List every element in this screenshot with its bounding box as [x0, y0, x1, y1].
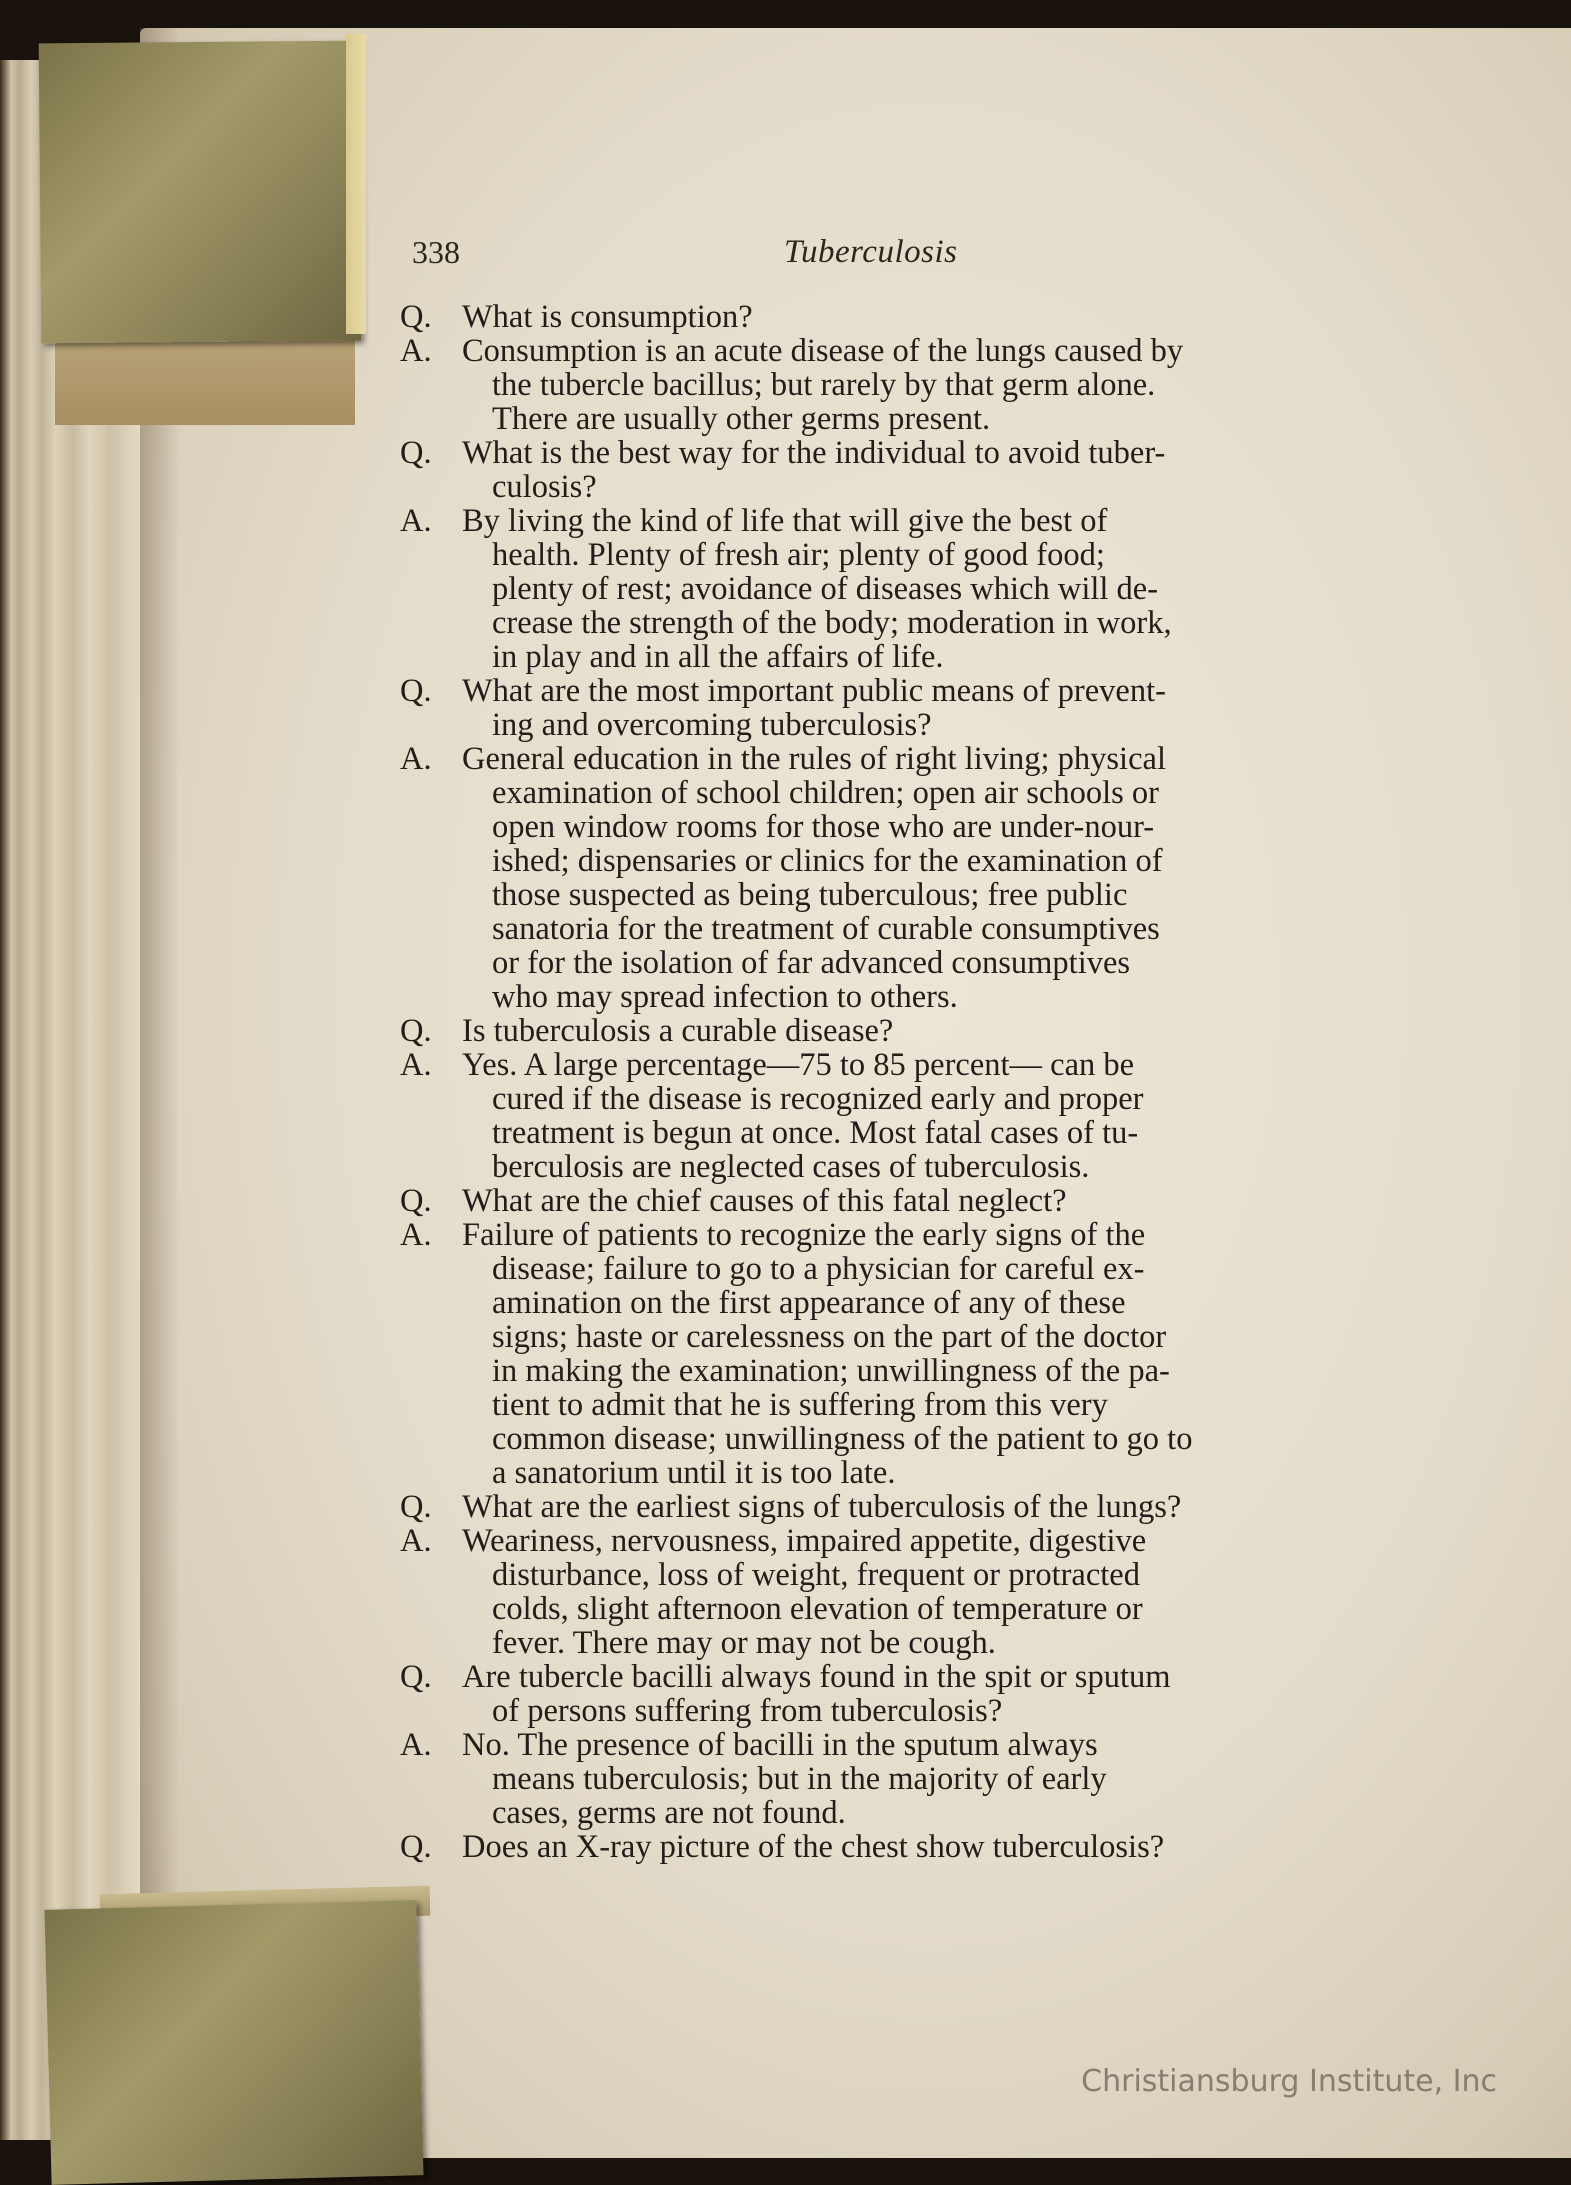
text-line: cured if the disease is recognized early and proper [492, 1081, 1144, 1117]
question-item [400, 1830, 1372, 1864]
text-line: open window rooms for those who are under-nour- [492, 809, 1155, 845]
text-line: disturbance, loss of weight, frequent or protracted [492, 1557, 1140, 1593]
text-line: Weariness, nervousness, impaired appetite, digestive [462, 1523, 1147, 1559]
text-line: health. Plenty of fresh air; plenty of good food; [492, 537, 1105, 573]
qa-text [462, 1728, 1372, 1830]
text-line: What are the earliest signs of tuberculosis of the lungs? [462, 1489, 1182, 1525]
answer-item [400, 742, 1372, 1014]
running-title: Tuberculosis [784, 234, 958, 270]
text-line: who may spread infection to others. [492, 979, 958, 1015]
qa-text [462, 674, 1372, 742]
qa-mark: Q. [400, 435, 432, 471]
text-line: What are the chief causes of this fatal neglect? [462, 1183, 1067, 1219]
qa-mark: A. [400, 1217, 432, 1253]
text-line: signs; haste or carelessness on the part of the doctor [492, 1319, 1167, 1355]
bookmark-tab-top-edge [55, 330, 355, 425]
page-header [412, 228, 1372, 278]
qa-mark: Q. [400, 673, 432, 709]
bookmark-tab-bottom [44, 1900, 423, 2185]
text-line: common disease; unwillingness of the patient to go to [492, 1421, 1193, 1457]
qa-text [462, 1660, 1372, 1728]
text-line: There are usually other germs present. [492, 401, 991, 437]
qa-text [462, 1524, 1372, 1660]
question-item [400, 1014, 1372, 1048]
answer-item [400, 1218, 1372, 1490]
answer-item [400, 1524, 1372, 1660]
qa-mark: Q. [400, 1183, 432, 1219]
text-line: No. The presence of bacilli in the sputum always [462, 1727, 1098, 1763]
text-line: Failure of patients to recognize the early signs of the [462, 1217, 1146, 1253]
text-line: disease; failure to go to a physician for careful ex- [492, 1251, 1145, 1287]
text-line: or for the isolation of far advanced consumptives [492, 945, 1131, 981]
bookmark-tab-top [39, 41, 362, 344]
qa-mark: A. [400, 1523, 432, 1559]
qa-text [462, 1048, 1372, 1184]
answer-item [400, 504, 1372, 674]
text-line: ished; dispensaries or clinics for the examination of [492, 843, 1163, 879]
text-line: of persons suffering from tuberculosis? [492, 1693, 1003, 1729]
question-item [400, 674, 1372, 742]
text-line: in making the examination; unwillingness of the pa- [492, 1353, 1170, 1389]
text-line: berculosis are neglected cases of tuberculosis. [492, 1149, 1090, 1185]
qa-mark: A. [400, 741, 432, 777]
text-line: treatment is begun at once. Most fatal cases of tu- [492, 1115, 1139, 1151]
text-line: in play and in all the affairs of life. [492, 639, 944, 675]
qa-text [462, 1830, 1372, 1864]
qa-mark: A. [400, 503, 432, 539]
text-line: Does an X-ray picture of the chest show tuberculosis? [462, 1829, 1165, 1865]
qa-text [462, 1014, 1372, 1048]
text-line: tient to admit that he is suffering from this very [492, 1387, 1108, 1423]
text-line: crease the strength of the body; moderation in work, [492, 605, 1172, 641]
qa-text [462, 1490, 1372, 1524]
text-line: cases, germs are not found. [492, 1795, 846, 1831]
text-line: culosis? [492, 469, 597, 505]
text-line: Is tuberculosis a curable disease? [462, 1013, 894, 1049]
text-line: fever. There may or may not be cough. [492, 1625, 996, 1661]
text-line: means tuberculosis; but in the majority of early [492, 1761, 1107, 1797]
qa-mark: A. [400, 1047, 432, 1083]
qa-mark: Q. [400, 1489, 432, 1525]
text-line: Are tubercle bacilli always found in the spit or sputum [462, 1659, 1171, 1695]
text-line: plenty of rest; avoidance of diseases which will de- [492, 571, 1159, 607]
question-item [400, 436, 1372, 504]
text-line: the tubercle bacillus; but rarely by that germ alone. [492, 367, 1156, 403]
text-line: ing and overcoming tuberculosis? [492, 707, 932, 743]
text-line: those suspected as being tuberculous; free public [492, 877, 1128, 913]
qa-text [462, 300, 1372, 334]
qa-text [462, 436, 1372, 504]
qa-mark: Q. [400, 299, 432, 335]
qa-mark: Q. [400, 1829, 432, 1865]
text-line: What is consumption? [462, 299, 753, 335]
text-line: General education in the rules of right living; physical [462, 741, 1166, 777]
qa-text [462, 1184, 1372, 1218]
text-line: amination on the first appearance of any of these [492, 1285, 1126, 1321]
text-line: What is the best way for the individual to avoid tuber- [462, 435, 1166, 471]
qa-mark: A. [400, 1727, 432, 1763]
question-item [400, 300, 1372, 334]
qa-mark: Q. [400, 1013, 432, 1049]
text-line: Consumption is an acute disease of the lungs caused by [462, 333, 1184, 369]
qa-text [462, 504, 1372, 674]
answer-item [400, 1048, 1372, 1184]
question-item [400, 1184, 1372, 1218]
qa-mark: A. [400, 333, 432, 369]
text-line: a sanatorium until it is too late. [492, 1455, 896, 1491]
text-line: By living the kind of life that will give the best of [462, 503, 1108, 539]
qa-text [462, 334, 1372, 436]
question-item [400, 1490, 1372, 1524]
text-line: sanatoria for the treatment of curable consumptives [492, 911, 1160, 947]
qa-mark: Q. [400, 1659, 432, 1695]
bookmark-tab-spine [346, 34, 366, 334]
qa-list [400, 300, 1372, 1864]
text-line: Yes. A large percentage—75 to 85 percent— can be [462, 1047, 1135, 1083]
text-line: What are the most important public means of prevent- [462, 673, 1166, 709]
answer-item [400, 334, 1372, 436]
watermark: Christiansburg Institute, Inc [1081, 2064, 1497, 2099]
answer-item [400, 1728, 1372, 1830]
qa-text [462, 742, 1372, 1014]
text-line: colds, slight afternoon elevation of temperature or [492, 1591, 1143, 1627]
qa-text [462, 1218, 1372, 1490]
question-item [400, 1660, 1372, 1728]
page-number: 338 [412, 234, 460, 270]
text-line: examination of school children; open air schools or [492, 775, 1159, 811]
